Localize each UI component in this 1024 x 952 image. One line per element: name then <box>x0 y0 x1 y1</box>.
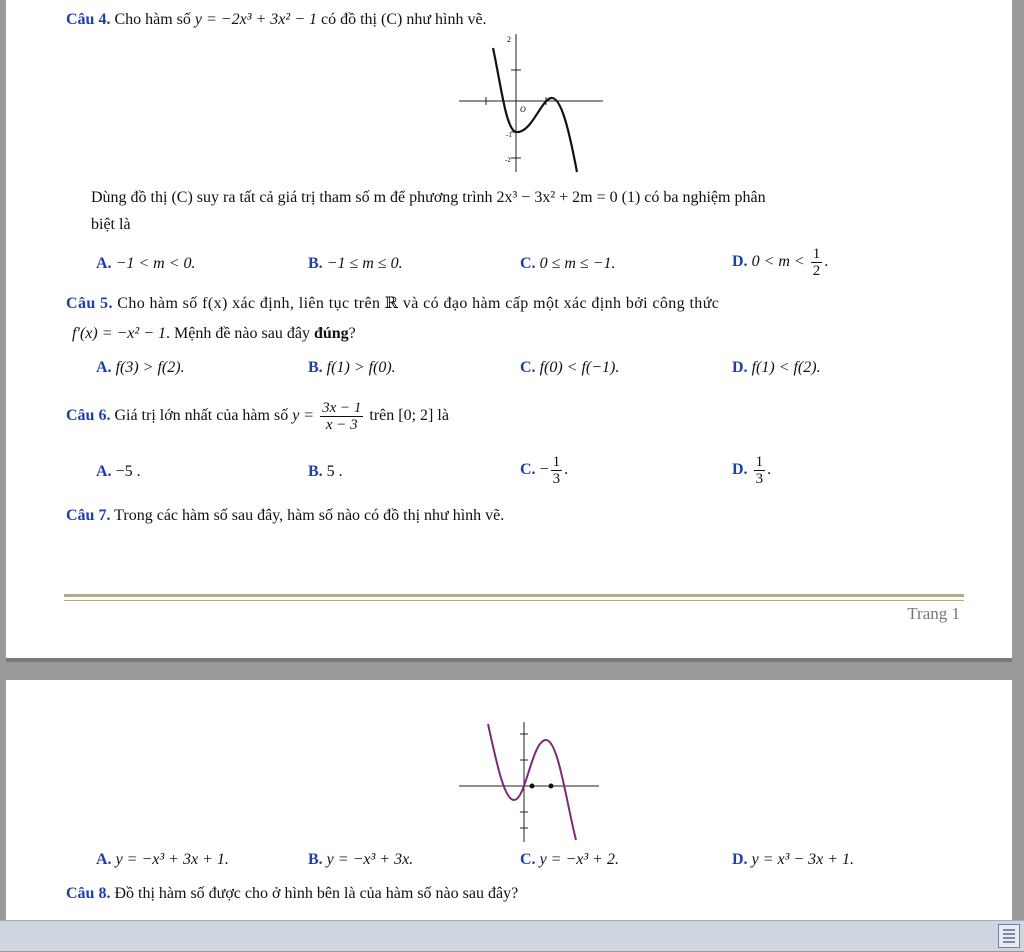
graph-tick-2: 2 <box>507 35 511 44</box>
question-5-option-a[interactable] <box>96 358 185 378</box>
question-7-option-c[interactable] <box>520 850 619 870</box>
question-6-option-b[interactable] <box>308 462 343 482</box>
option-text: f(3) > f(2). <box>115 359 185 376</box>
question-5-stem <box>66 294 719 314</box>
option-letter: C. <box>520 359 536 376</box>
question-7-stem <box>66 506 504 526</box>
question-5-line2: f′(x) = −x² − 1. Mệnh đề nào sau đây đúng? <box>72 325 356 342</box>
option-letter: A. <box>96 359 112 376</box>
option-text: −5 . <box>115 463 141 480</box>
graph-curve <box>493 48 577 172</box>
option-fraction: $\frac{1}{2}$ <box>812 246 821 279</box>
question-8-label: Câu 8. <box>66 885 111 902</box>
question-4-text2: có đồ thị (C) như hình vẽ. <box>321 11 487 28</box>
question-6-text1: Giá trị lớn nhất của hàm số <box>114 407 289 425</box>
question-6-option-a[interactable] <box>96 462 141 482</box>
option-text: f(1) > f(0). <box>326 359 396 376</box>
question-6-option-d[interactable]: D. $\frac{1}{3}$ . <box>732 454 772 487</box>
question-8-stem <box>66 884 518 904</box>
question-4-text1: Cho hàm số <box>114 11 191 28</box>
graph-point <box>530 784 535 789</box>
option-letter: A. <box>96 463 112 480</box>
question-8-text: Đồ thị hàm số được cho ở hình bên là của hàm số nào sau đây? <box>114 885 519 902</box>
question-4-stem <box>66 10 487 30</box>
question-6-fraction: $\frac{3x - 1}{x - 3}$ <box>322 400 362 433</box>
graph-curve <box>488 724 576 840</box>
option-text: f(1) < f(2). <box>751 359 821 376</box>
option-letter: C. <box>520 851 536 868</box>
question-5-bold-word: đúng <box>313 325 349 342</box>
question-4-option-b[interactable] <box>308 254 403 274</box>
question-4-option-c[interactable] <box>520 254 615 274</box>
question-4-line3: biệt là <box>91 216 131 233</box>
option-letter: D. <box>732 359 748 376</box>
question-6-stem <box>66 400 449 433</box>
question-7-text: Trong các hàm số sau đây, hàm số nào có đồ thị như hình vẽ. <box>114 507 505 524</box>
option-text: −1 < m < 0. <box>115 255 196 272</box>
option-letter: D. <box>732 461 748 479</box>
option-fraction: $\frac{1}{3}$ <box>552 454 561 487</box>
question-6-label: Câu 6. <box>66 407 111 425</box>
option-letter: A. <box>96 255 112 272</box>
question-5-derivative: f′(x) = −x² − 1 <box>72 325 166 342</box>
graph-tick-minus-1: -1 <box>506 131 512 139</box>
option-text: y = −x³ + 3x + 1. <box>115 851 229 868</box>
option-text: y = −x³ + 3x. <box>326 851 414 868</box>
option-fraction: $\frac{1}{3}$ <box>755 454 764 487</box>
question-4-label: Câu 4. <box>66 11 111 28</box>
option-letter: D. <box>732 253 748 271</box>
question-7-option-a[interactable] <box>96 850 229 870</box>
question-5-option-c[interactable] <box>520 358 619 378</box>
question-5-text: Cho hàm số f(x) xác định, liên tục trên ℝ và có đạo hàm cấp một xác định bởi công thức <box>117 295 720 312</box>
question-5-line2-text: . Mệnh đề nào sau đây <box>166 325 314 342</box>
option-letter: C. <box>520 255 536 272</box>
footer-rule-thick <box>64 594 964 597</box>
option-letter: C. <box>520 461 536 479</box>
footer-rule-thin <box>64 600 964 601</box>
option-letter: A. <box>96 851 112 868</box>
option-text: y = x³ − 3x + 1. <box>751 851 855 868</box>
option-letter: B. <box>308 463 323 480</box>
option-text: y = −x³ + 2. <box>539 851 619 868</box>
document-page-2 <box>6 680 1012 920</box>
option-text: 0 ≤ m ≤ −1. <box>539 255 616 272</box>
option-letter: B. <box>308 851 323 868</box>
question-4-option-a[interactable] <box>96 254 196 274</box>
question-4-line2: Dùng đồ thị (C) suy ra tất cả giá trị tham số m để phương trình 2x³ − 3x² + 2m = 0 (1) có ba nghiệm phân <box>91 189 766 206</box>
question-5-option-b[interactable] <box>308 358 396 378</box>
option-text: f(0) < f(−1). <box>539 359 620 376</box>
page-footer: Trang 1 <box>907 604 960 623</box>
graph-tick-minus-2: -2 <box>505 156 511 164</box>
graph-origin-label: O <box>520 105 526 114</box>
question-6-option-c[interactable]: C. − $\frac{1}{3}$ . <box>520 454 569 487</box>
question-7-option-d[interactable] <box>732 850 854 870</box>
option-letter: B. <box>308 255 323 272</box>
question-5-option-d[interactable] <box>732 358 821 378</box>
document-page-1 <box>6 0 1012 658</box>
option-text: 0 < m < <box>751 253 805 271</box>
question-6-y-eq: y = <box>292 407 315 425</box>
question-4-function: y = −2x³ + 3x² − 1 <box>194 11 317 28</box>
option-letter: D. <box>732 851 748 868</box>
question-7-option-b[interactable] <box>308 850 413 870</box>
question-7-graph <box>454 720 604 845</box>
option-text: −1 ≤ m ≤ 0. <box>326 255 403 272</box>
status-bar <box>0 920 1024 951</box>
question-4-option-d[interactable]: D. 0 < m < $\frac{1}{2}$ . <box>732 246 829 279</box>
question-7-label: Câu 7. <box>66 507 111 524</box>
question-4-graph <box>451 30 611 175</box>
print-layout-view-icon[interactable] <box>998 924 1020 948</box>
graph-point <box>549 784 554 789</box>
question-6-text2: trên [0; 2] là <box>369 407 449 425</box>
option-text: 5 . <box>326 463 343 480</box>
option-letter: B. <box>308 359 323 376</box>
question-5-label: Câu 5. <box>66 295 113 312</box>
